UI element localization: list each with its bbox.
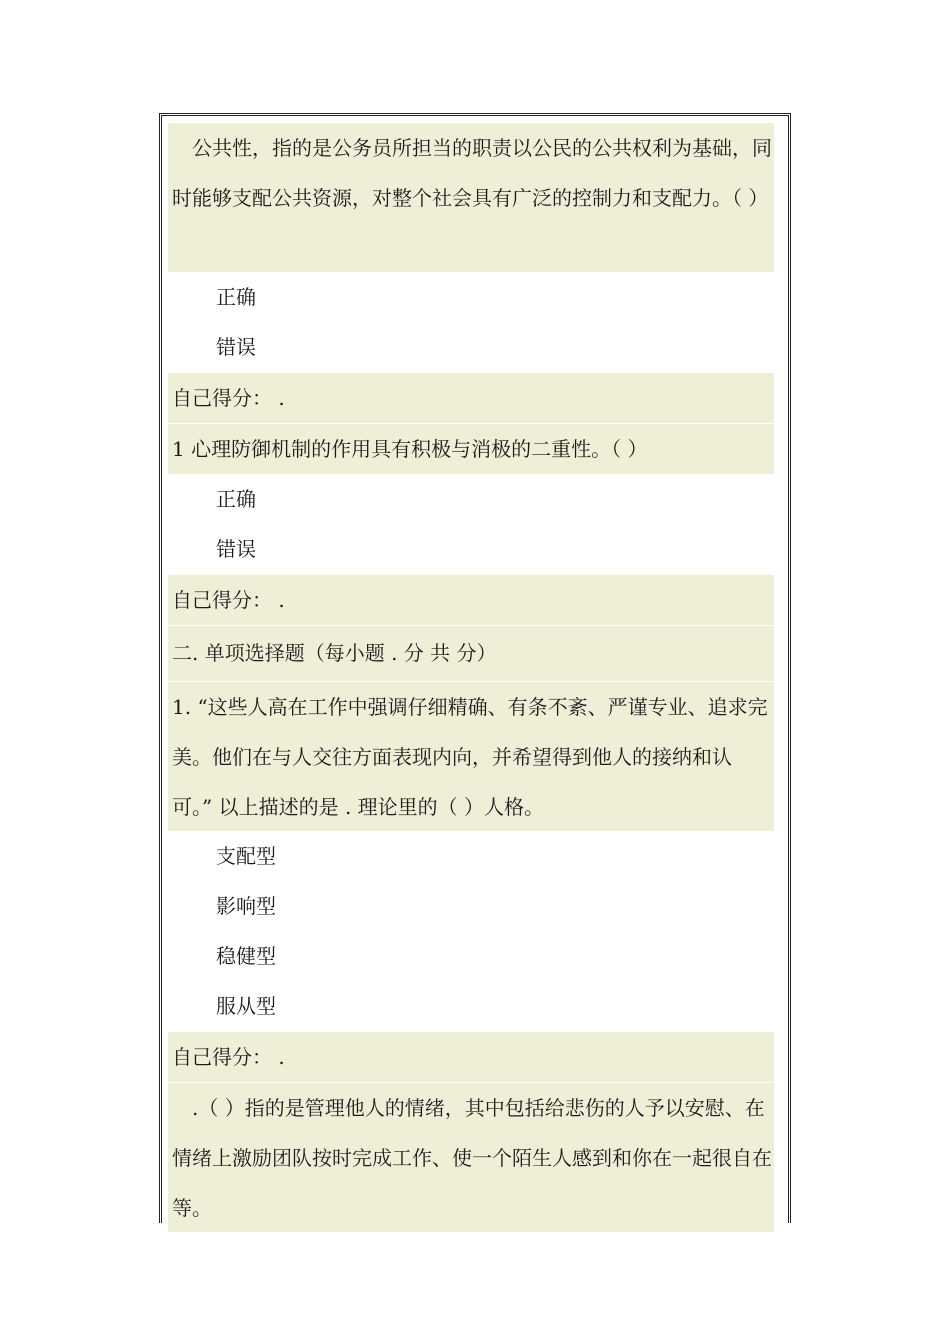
option-steadiness[interactable]: 稳健型 bbox=[168, 931, 774, 981]
option-false[interactable]: 错误 bbox=[168, 322, 774, 372]
option-true[interactable]: 正确 bbox=[168, 272, 774, 322]
section-header: 二. 单项选择题（每小题 . 分 共 分） bbox=[168, 625, 774, 681]
question-prompt: 公共性，指的是公务员所担当的职责以公民的公共权利为基础，同时能够支配公共资源，对整个社会具有广泛的控制力和支配力。（ ） bbox=[168, 122, 774, 272]
score-label: 自己得分： . bbox=[168, 1031, 774, 1082]
option-compliance[interactable]: 服从型 bbox=[168, 981, 774, 1031]
question-prompt: 1. “这些人高在工作中强调仔细精确、有条不紊、严谨专业、追求完美。他们在与人交往方面表现内向，并希望得到他人的接纳和认可。” 以上描述的是 . 理论里的（ ）人格。 bbox=[168, 681, 774, 831]
score-label: 自己得分： . bbox=[168, 574, 774, 625]
quiz-content bbox=[168, 122, 774, 1232]
option-influence[interactable]: 影响型 bbox=[168, 881, 774, 931]
option-true[interactable]: 正确 bbox=[168, 474, 774, 524]
score-label: 自己得分： . bbox=[168, 372, 774, 423]
option-false[interactable]: 错误 bbox=[168, 524, 774, 574]
option-dominance[interactable]: 支配型 bbox=[168, 831, 774, 881]
question-prompt: 1 心理防御机制的作用具有积极与消极的二重性。（ ） bbox=[168, 423, 774, 474]
quiz-table bbox=[159, 113, 791, 1223]
question-prompt: .（ ）指的是管理他人的情绪，其中包括给悲伤的人予以安慰、在情绪上激励团队按时完成工作、使一个陌生人感到和你在一起很自在等。 bbox=[168, 1082, 774, 1232]
